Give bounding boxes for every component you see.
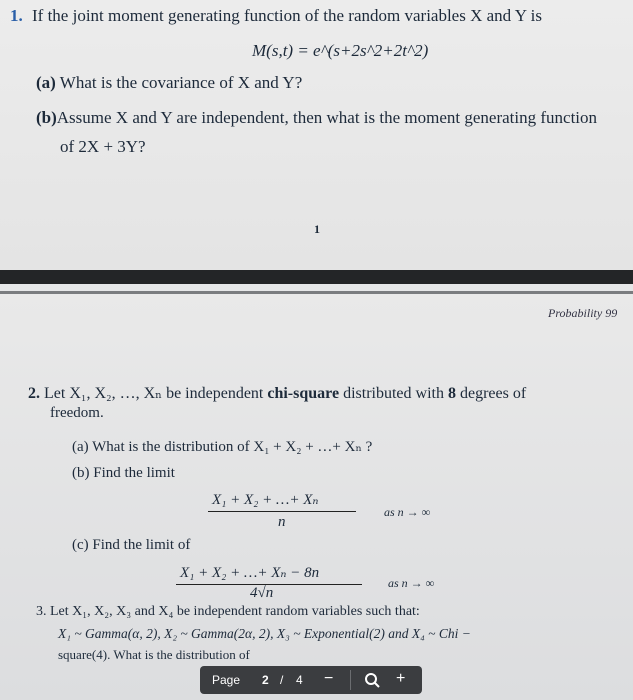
q3-line2: X₁ ~ Gamma(α, 2), X₂ ~ Gamma(2α, 2), X₃ ~ Exponential(2) and X₄ ~ Chi − bbox=[58, 626, 471, 641]
q2-line1-num: 8 bbox=[447, 385, 456, 402]
q1-a-label: (a) bbox=[36, 73, 56, 92]
q2-c-denominator: 4√n bbox=[250, 585, 274, 601]
q1-b-text1: Assume X and Y are independent, then what is the moment generating function bbox=[56, 108, 598, 127]
q2-b-condition: as n → ∞ bbox=[384, 505, 431, 519]
q1-number: 1. bbox=[10, 6, 23, 25]
current-page[interactable]: 2 bbox=[262, 673, 269, 687]
q2-c-condition: as n → ∞ bbox=[388, 576, 435, 590]
q2-a: (a) What is the distribution of X₁ + X₂ + …+ Xₙ ? bbox=[72, 439, 373, 455]
zoom-in-button[interactable]: + bbox=[396, 670, 406, 687]
q2-line1-a: Let X₁, X₂, …, Xₙ be independent bbox=[44, 385, 264, 402]
pager-divider bbox=[350, 670, 351, 690]
q3-line3: square(4). What is the distribution of bbox=[58, 647, 250, 662]
page-navigation bbox=[200, 666, 422, 694]
zoom-out-button[interactable]: − bbox=[324, 670, 334, 687]
total-pages: 4 bbox=[296, 673, 303, 687]
q2-line1 bbox=[28, 383, 526, 403]
page-label: Page bbox=[212, 673, 241, 687]
header-signature: Probability 99 bbox=[548, 306, 618, 320]
q1-a bbox=[36, 73, 302, 93]
page-divider bbox=[0, 270, 633, 284]
q2-b-numerator: X₁ + X₂ + …+ Xₙ bbox=[212, 492, 319, 508]
q3-line1: 3. Let X₁, X₂, X₃ and X₄ be independent random variables such that: bbox=[36, 604, 420, 619]
q2-number: 2. bbox=[28, 385, 40, 402]
q1-b-label: (b) bbox=[36, 108, 57, 127]
q1-b bbox=[36, 108, 597, 128]
zoom-icon[interactable] bbox=[364, 672, 380, 691]
page-number: 1 bbox=[314, 222, 320, 236]
q1-b-text2: of 2X + 3Y? bbox=[60, 137, 146, 156]
q2-line1-c: degrees of bbox=[459, 385, 527, 402]
q2-b-fraction-line bbox=[208, 511, 356, 512]
q2-b-denominator: n bbox=[278, 514, 286, 530]
q2-line2: freedom. bbox=[50, 405, 104, 421]
q2-c-numerator: X₁ + X₂ + …+ Xₙ − 8n bbox=[180, 565, 320, 581]
magnifier-icon bbox=[364, 672, 380, 688]
q1-line1: If the joint moment generating function of the random variables X and Y is bbox=[32, 6, 543, 25]
q2-b: (b) Find the limit bbox=[72, 465, 175, 481]
page-separator: / bbox=[280, 673, 284, 687]
q2-c: (c) Find the limit of bbox=[72, 537, 191, 553]
q1-a-text: What is the covariance of X and Y? bbox=[59, 73, 303, 92]
q1-formula: M(s,t) = e^(s+2s^2+2t^2) bbox=[252, 41, 429, 60]
q2-line1-bold: chi-square bbox=[267, 385, 340, 402]
q2-line1-b: distributed with bbox=[343, 385, 444, 402]
